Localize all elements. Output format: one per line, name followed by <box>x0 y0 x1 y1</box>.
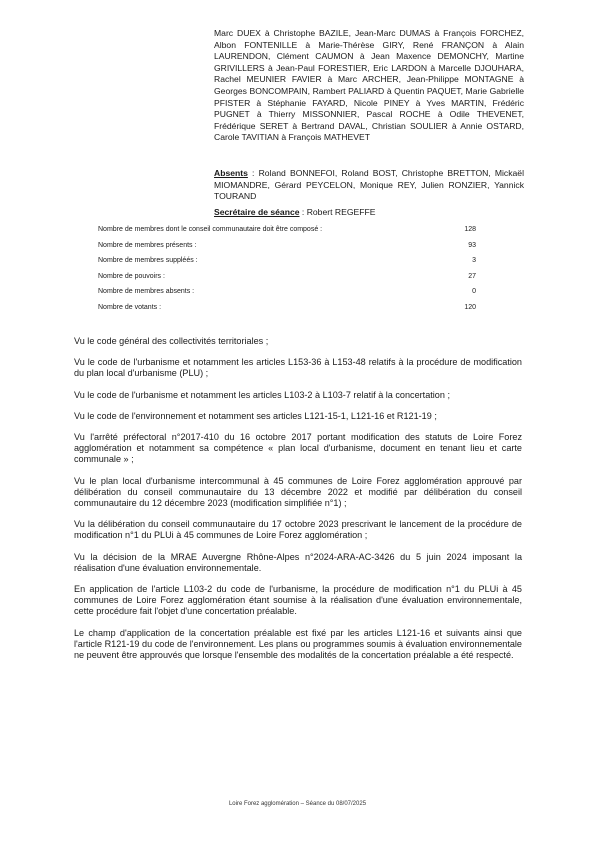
count-label: Nombre de votants : <box>98 303 162 311</box>
count-value: 93 <box>468 241 476 249</box>
absents-label: Absents <box>214 168 248 178</box>
count-label: Nombre de pouvoirs : <box>98 272 165 280</box>
absents-list: : Roland BONNEFOI, Roland BOST, Christophe BRETTON, Mickaël MIOMANDRE, Gérard PEYCELON, Monique REY, Julien RONZIER, Yannick TOURAND <box>214 168 524 202</box>
count-label: Nombre de membres dont le conseil communautaire doit être composé : <box>98 226 323 233</box>
paragraph: Vu la décision de la MRAE Auvergne Rhône-Alpes n°2024-ARA-AC-3426 du 5 juin 2024 imposant la réalisation d'une évaluation environnementale. <box>74 551 522 573</box>
secretary-name: : Robert REGEFFE <box>299 207 376 217</box>
paragraph: Vu le code de l'urbanisme et notamment les articles L153-36 à L153-48 relatifs à la procédure de modification du plan local d'urbanisme (PLU) ; <box>74 357 522 379</box>
secretary-label: Secrétaire de séance <box>214 207 300 217</box>
count-row-proxies <box>98 269 476 285</box>
count-row-present <box>98 238 476 254</box>
count-label: Nombre de membres présents : <box>98 241 197 249</box>
paragraph: Vu le code général des collectivités territoriales ; <box>74 336 269 346</box>
count-value: 128 <box>464 226 476 233</box>
absents-block <box>214 168 524 203</box>
count-row-substituted <box>98 253 476 269</box>
count-value: 120 <box>464 303 476 311</box>
proxy-list: Marc DUEX à Christophe BAZILE, Jean-Marc DUMAS à François FORCHEZ, Albon FONTENILLE à Marie-Thérèse GIRY, René FRANÇON à Alain LAURENDON, Clément CAUMON à Jean Maxence DEMONCHY, Martine GRIVILLERS à Jean-Paul FORESTIER, Eric LARDON à Marcelle DJOUHARA, Rachel MEUNIER FAVIER à Marc ARCHER, Jean-Philippe MONTAGNE à Georges BONCOMPAIN, Rambert PALIARD à Quentin PAQUET, Marie Gabrielle PFISTER à Stéphanie FAYARD, Nicole PINEY à Yves MARTIN, Frédéric PUGNET à Thierry MISSONNIER, Pascal ROCHE à Odile THEVENET, Frédérique SERET à Bertrand DAVAL, Christian SOULIER à Annie OSTARD, Carole TAVITIAN à François MATHEVET <box>214 28 524 143</box>
count-row-absent <box>98 284 476 300</box>
paragraph: Vu l'arrêté préfectoral n°2017-410 du 16 octobre 2017 portant modification des statuts de Loire Forez agglomération et notamment sa compétence « plan local d'urbanisme, document en tenant lieu et carte communale » ; <box>74 432 522 465</box>
paragraph: Le champ d'application de la concertation préalable est fixé par les articles L121-16 et suivants ainsi que l'article R121-19 du code de l'environnement. Les plans ou programmes soumis à évaluation environnementale ne peuvent être approuvés que lorsque l'ensemble des modalités de la concertation préalable a été respecté. <box>74 627 522 661</box>
paragraph: Vu le code de l'urbanisme et notamment les articles L103-2 à L103-7 relatif à la concertation ; <box>74 389 450 400</box>
count-label: Nombre de membres absents : <box>98 288 195 295</box>
count-value: 3 <box>472 257 476 264</box>
secretary-block <box>214 207 524 219</box>
paragraph: En application de l'article L103-2 du code de l'urbanisme, la procédure de modification n°1 du PLUi à 45 communes de Loire Forez agglomération étant soumise à la réalisation d'une évaluation environnementale, cette procédure fait l'objet d'une concertation préalable. <box>74 584 522 617</box>
paragraph: Vu le plan local d'urbanisme intercommunal à 45 communes de Loire Forez agglomération approuvé par délibération du conseil communautaire du 13 décembre 2022 et modifié par délibération du conseil communautaire du 12 décembre 2023 (modification simplifiée n°1) ; <box>74 475 522 509</box>
deliberation-body <box>74 336 522 671</box>
count-row-voters <box>98 300 476 316</box>
member-counts-table <box>98 222 476 315</box>
count-value: 0 <box>472 288 476 295</box>
paragraph: Vu le code de l'environnement et notamment ses articles L121-15-1, L121-16 et R121-19 ; <box>74 410 437 421</box>
count-row-total <box>98 222 476 238</box>
count-value: 27 <box>468 272 476 280</box>
paragraph: Vu la délibération du conseil communautaire du 17 octobre 2023 prescrivant le lancement de la procédure de modification n°1 du PLUi à 45 communes de Loire Forez agglomération ; <box>74 519 522 541</box>
count-label: Nombre de membres suppléés : <box>98 257 198 264</box>
page-footer: Loire Forez agglomération – Séance du 08/07/2025 <box>228 801 367 807</box>
